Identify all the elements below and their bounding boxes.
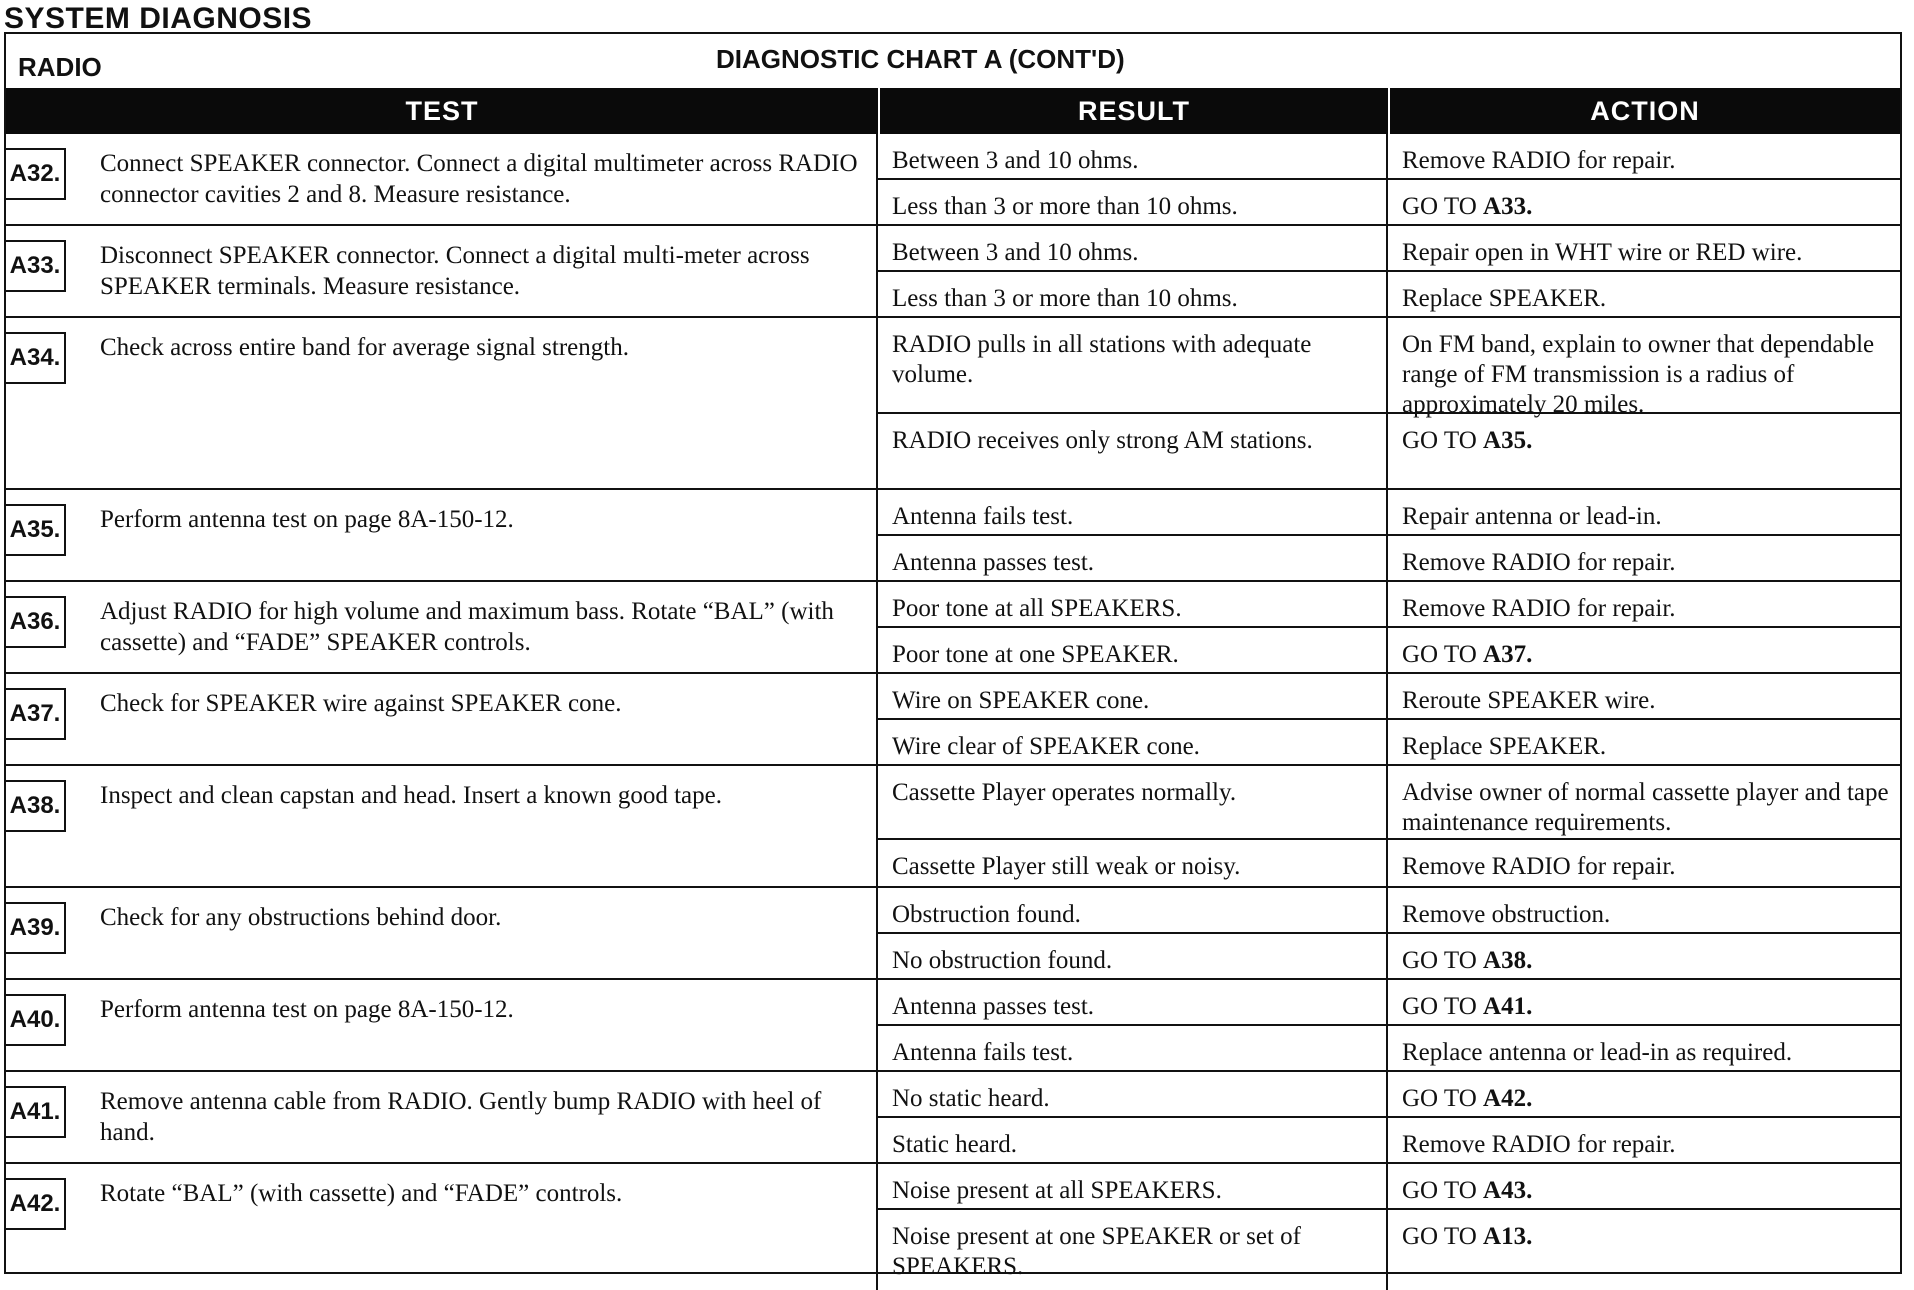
result-cell: Noise present at one SPEAKER or set of SPEAKERS.	[878, 1210, 1388, 1290]
test-cell	[6, 318, 878, 490]
action-cell	[1388, 934, 1900, 980]
action-cell	[1388, 318, 1900, 418]
action-step-reference: A41.	[1483, 993, 1533, 1020]
chart-title: DIAGNOSTIC CHART A (CONT'D)	[716, 44, 1125, 74]
column-header-test: TEST	[6, 88, 878, 134]
action-step-reference: A35.	[1483, 427, 1533, 454]
result-cell: No obstruction found.	[878, 934, 1388, 980]
step-number: A39.	[6, 902, 66, 954]
action-cell	[1388, 766, 1900, 840]
step-number: A34.	[6, 332, 66, 384]
step-number: A41.	[6, 1086, 66, 1138]
result-cell: Less than 3 or more than 10 ohms.	[878, 272, 1388, 318]
action-text: GO TO	[1402, 193, 1484, 220]
action-cell	[1388, 272, 1900, 318]
action-text: Reroute SPEAKER wire.	[1402, 687, 1656, 714]
action-step-reference: A33.	[1483, 193, 1533, 220]
action-text: Remove RADIO for repair.	[1402, 595, 1676, 622]
action-cell	[1388, 1072, 1900, 1118]
result-cell: Noise present at all SPEAKERS.	[878, 1164, 1388, 1210]
test-cell	[6, 980, 878, 1072]
action-step-reference: A37.	[1483, 641, 1533, 668]
step-number: A38.	[6, 780, 66, 832]
action-cell	[1388, 840, 1900, 888]
action-cell	[1388, 536, 1900, 582]
result-cell: Static heard.	[878, 1118, 1388, 1164]
test-instruction: Check across entire band for average signal strength.	[100, 334, 629, 361]
action-text: Remove obstruction.	[1402, 901, 1611, 928]
test-cell	[6, 134, 878, 226]
action-text: GO TO	[1402, 641, 1484, 668]
action-text: GO TO	[1402, 947, 1484, 974]
test-instruction: Inspect and clean capstan and head. Insert a known good tape.	[100, 782, 722, 809]
test-cell	[6, 1164, 878, 1290]
result-cell: Obstruction found.	[878, 888, 1388, 934]
action-cell	[1388, 720, 1900, 766]
test-instruction: Rotate “BAL” (with cassette) and “FADE” controls.	[100, 1180, 623, 1207]
result-cell: Wire on SPEAKER cone.	[878, 674, 1388, 720]
step-number: A42.	[6, 1178, 66, 1230]
action-text: GO TO	[1402, 1177, 1484, 1204]
result-cell: Poor tone at one SPEAKER.	[878, 628, 1388, 674]
action-step-reference: A43.	[1483, 1177, 1533, 1204]
result-cell: Between 3 and 10 ohms.	[878, 226, 1388, 272]
action-text: On FM band, explain to owner that dependable range of FM transmission is a radius of approximately 20 miles.	[1402, 331, 1875, 418]
result-cell: Antenna fails test.	[878, 490, 1388, 536]
action-cell	[1388, 1164, 1900, 1210]
result-cell: Cassette Player still weak or noisy.	[878, 840, 1388, 888]
step-number: A40.	[6, 994, 66, 1046]
test-instruction: Perform antenna test on page 8A-150-12.	[100, 996, 514, 1023]
action-text: Replace SPEAKER.	[1402, 285, 1607, 312]
page-title: SYSTEM DIAGNOSIS	[4, 2, 313, 35]
result-cell: Poor tone at all SPEAKERS.	[878, 582, 1388, 628]
action-text: Repair open in WHT wire or RED wire.	[1402, 239, 1803, 266]
test-cell	[6, 674, 878, 766]
action-cell	[1388, 1026, 1900, 1072]
step-number: A35.	[6, 504, 66, 556]
test-instruction: Adjust RADIO for high volume and maximum bass. Rotate “BAL” (with cassette) and “FADE” SPEAKER controls.	[100, 598, 834, 656]
action-text: Replace SPEAKER.	[1402, 733, 1607, 760]
result-cell: Cassette Player operates normally.	[878, 766, 1388, 840]
test-instruction: Disconnect SPEAKER connector. Connect a digital multi-meter across SPEAKER terminals. Measure resistance.	[100, 242, 810, 300]
action-text: GO TO	[1402, 1223, 1484, 1250]
result-cell: No static heard.	[878, 1072, 1388, 1118]
result-cell: Less than 3 or more than 10 ohms.	[878, 180, 1388, 226]
action-step-reference: A13.	[1483, 1223, 1533, 1250]
test-cell	[6, 888, 878, 980]
action-cell	[1388, 1210, 1900, 1290]
action-cell	[1388, 414, 1900, 490]
action-text: GO TO	[1402, 993, 1484, 1020]
result-cell: Antenna passes test.	[878, 980, 1388, 1026]
test-instruction: Check for any obstructions behind door.	[100, 904, 502, 931]
action-text: Remove RADIO for repair.	[1402, 1131, 1676, 1158]
test-instruction: Connect SPEAKER connector. Connect a digital multimeter across RADIO connector cavities 2 and 8. Measure resistance.	[100, 150, 858, 208]
action-text: GO TO	[1402, 427, 1484, 454]
action-cell	[1388, 134, 1900, 180]
step-number: A37.	[6, 688, 66, 740]
action-cell	[1388, 226, 1900, 272]
action-cell	[1388, 490, 1900, 536]
action-cell	[1388, 1118, 1900, 1164]
action-text: Remove RADIO for repair.	[1402, 147, 1676, 174]
test-cell	[6, 766, 878, 888]
action-text: Remove RADIO for repair.	[1402, 853, 1676, 880]
action-cell	[1388, 980, 1900, 1026]
result-cell: Between 3 and 10 ohms.	[878, 134, 1388, 180]
test-instruction: Check for SPEAKER wire against SPEAKER cone.	[100, 690, 622, 717]
column-header-action: ACTION	[1390, 88, 1900, 134]
section-label: RADIO	[18, 52, 102, 82]
column-header-result: RESULT	[880, 88, 1388, 134]
test-cell	[6, 490, 878, 582]
test-instruction: Remove antenna cable from RADIO. Gently bump RADIO with heel of hand.	[100, 1088, 822, 1146]
action-text: Repair antenna or lead-in.	[1402, 503, 1662, 530]
action-cell	[1388, 582, 1900, 628]
test-cell	[6, 1072, 878, 1164]
result-cell: RADIO receives only strong AM stations.	[878, 414, 1388, 490]
result-cell: Antenna fails test.	[878, 1026, 1388, 1072]
action-text: GO TO	[1402, 1085, 1484, 1112]
action-text: Replace antenna or lead-in as required.	[1402, 1039, 1793, 1066]
result-cell: Wire clear of SPEAKER cone.	[878, 720, 1388, 766]
chart-header	[6, 34, 1900, 88]
action-step-reference: A38.	[1483, 947, 1533, 974]
action-cell	[1388, 180, 1900, 226]
diagnostic-table	[6, 134, 1900, 1280]
action-text: Remove RADIO for repair.	[1402, 549, 1676, 576]
test-instruction: Perform antenna test on page 8A-150-12.	[100, 506, 514, 533]
result-cell: Antenna passes test.	[878, 536, 1388, 582]
step-number: A32.	[6, 148, 66, 200]
test-cell	[6, 226, 878, 318]
action-cell	[1388, 628, 1900, 674]
test-cell	[6, 582, 878, 674]
result-cell: RADIO pulls in all stations with adequate volume.	[878, 318, 1388, 414]
action-step-reference: A42.	[1483, 1085, 1533, 1112]
step-number: A36.	[6, 596, 66, 648]
diagnostic-chart	[4, 32, 1902, 1280]
action-cell	[1388, 888, 1900, 934]
action-text: Advise owner of normal cassette player and tape maintenance requirements.	[1402, 779, 1889, 836]
action-cell	[1388, 674, 1900, 720]
step-number: A33.	[6, 240, 66, 292]
